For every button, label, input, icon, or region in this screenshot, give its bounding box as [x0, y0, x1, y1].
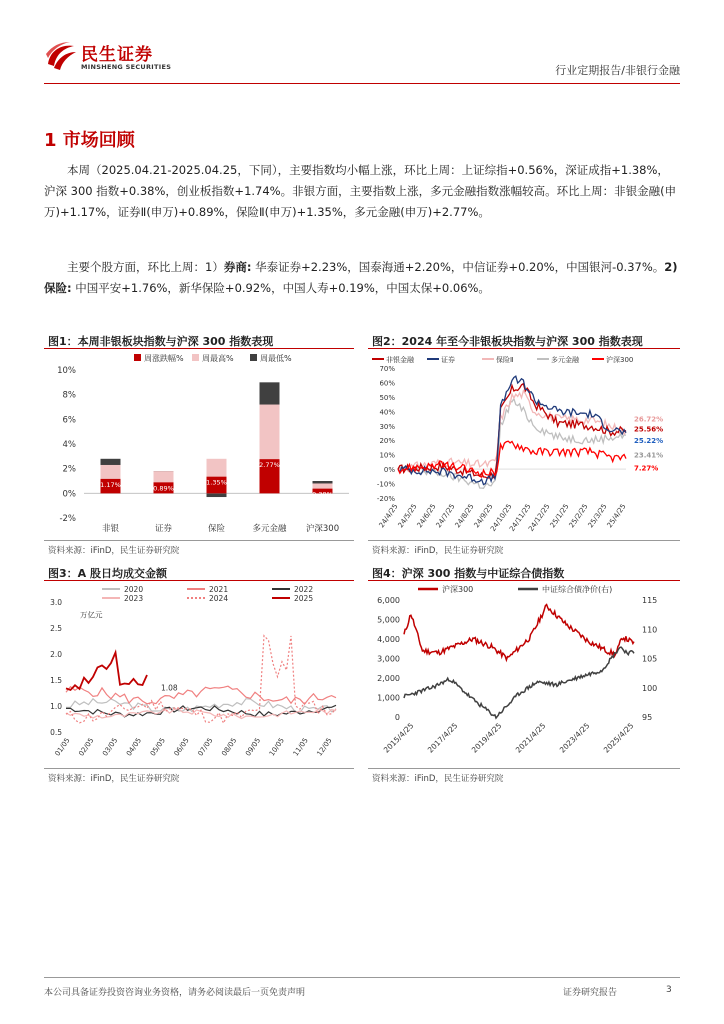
fig3-series-line [66, 636, 336, 723]
fig1-source: 资料来源：iFinD，民生证券研究院 [48, 546, 180, 556]
paragraph-market-summary: 本周（2025.04.21-2025.04.25，下同），主要指数均小幅上涨，环比上周：上证综指+0.56%，深证成指+1.38%，沪深 300 指数+0.38%，创业板指数+1.74%。非银方面，主要指数上涨，多元金融指数涨幅较高。环比上周：非银金融(申万)+1.17%，证券Ⅱ(申万)+0.89%，保险Ⅱ(申万)+1.35%，多元金融(申万)+2.77%。 [44, 163, 677, 219]
fig2-legend-label: 多元金融 [551, 356, 579, 364]
fig3-ytick: 2.0 [50, 650, 62, 659]
fig3-series-line [66, 686, 336, 704]
fig3-xtick: 12/05 [315, 736, 334, 758]
fig4-ytick-left: 2,000 [377, 674, 400, 683]
fig2-xtick: 24/8/25 [453, 502, 476, 530]
fig2-xtick: 25/3/25 [586, 502, 609, 530]
fig4-ytick-left: 6,000 [377, 596, 400, 605]
fig1-xtick: 非银 [101, 524, 120, 534]
header-divider [44, 83, 680, 84]
fig2-ytick: 30% [379, 422, 395, 431]
fig4-series-line [404, 647, 634, 718]
fig4-ytick-left: 3,000 [377, 654, 400, 664]
fig1-data-label: 2.77% [259, 461, 280, 470]
fig2-xtick: 24/11/25 [508, 502, 533, 533]
fig1-bottom-divider [44, 540, 354, 541]
fig4-ytick-right: 95 [642, 713, 653, 722]
fig2-xtick: 24/7/25 [434, 502, 457, 530]
fig2-series-line [398, 391, 626, 472]
fig3-ytick: 2.5 [50, 624, 62, 633]
fig2-xtick: 24/4/25 [377, 502, 400, 530]
p2-lead: 主要个股方面，环比上周：1） [67, 260, 224, 274]
fig3-legend-label: 2024 [209, 594, 229, 603]
fig4-ytick-right: 110 [642, 625, 658, 635]
fig4-ytick-right: 115 [642, 596, 658, 605]
fig2-legend-label: 沪深300 [606, 356, 634, 364]
fig2-divider [368, 348, 680, 349]
fig3-source: 资料来源：iFinD，民生证券研究院 [48, 774, 180, 784]
fig1-data-label: 1.35% [206, 478, 227, 487]
fig3-divider [44, 580, 354, 581]
fig1-xtick: 证券 [154, 524, 173, 534]
fig3-annotation: 1.08 [161, 683, 178, 693]
fig1-chart [44, 350, 354, 540]
fig1-legend-swatch [250, 354, 257, 361]
fig4-ytick-right: 105 [642, 654, 658, 664]
footer-divider [44, 977, 680, 978]
fig4-xtick: 2019/4/25 [469, 721, 504, 755]
fig1-ytick: 8% [62, 390, 76, 401]
fig1-ytick: 10% [57, 366, 76, 376]
fig2-ytick: -10% [376, 480, 395, 489]
fig2-end-label: 26.72% [634, 415, 664, 424]
fig4-ytick-right: 100 [642, 683, 658, 693]
fig4-ytick-left: 0 [394, 713, 400, 722]
fig1-ytick: 6% [62, 415, 76, 426]
fig4-xtick: 2017/4/25 [425, 721, 460, 755]
fig4-xtick: 2023/4/25 [557, 721, 592, 755]
fig2-xtick: 25/4/25 [605, 502, 628, 530]
fig2-ytick: 10% [379, 451, 395, 460]
fig4-title: 图4：沪深 300 指数与中证综合债指数 [372, 567, 565, 580]
fig1-ytick: 0% [62, 489, 76, 500]
fig3-legend-label: 2022 [294, 585, 314, 594]
fig3-xtick: 05/05 [148, 736, 167, 758]
fig2-end-label: 7.27% [634, 464, 659, 473]
fig2-xtick: 24/6/25 [415, 502, 438, 530]
fig3-xtick: 09/05 [244, 736, 263, 758]
fig1-data-label: 0.89% [153, 484, 174, 493]
logo-cn-text: 民生证券 [81, 45, 153, 65]
fig2-xtick: 24/5/25 [396, 502, 419, 530]
fig1-ytick: -2% [59, 514, 76, 524]
fig4-ytick-left: 4,000 [377, 635, 400, 644]
p2-insurance-label: 2) 保险: [44, 260, 678, 295]
fig2-end-label: 23.41% [634, 451, 664, 460]
fig4-xtick: 2021/4/25 [513, 721, 548, 755]
fig3-ytick: 1.0 [50, 702, 62, 711]
logo-mark-icon [44, 40, 78, 72]
fig3-legend-label: 2023 [124, 594, 144, 603]
fig3-xtick: 02/05 [77, 736, 96, 758]
fig2-ytick: 50% [379, 393, 395, 402]
fig1-title: 图1：本周非银板块指数与沪深 300 指数表现 [48, 335, 274, 348]
fig3-series-line [66, 653, 147, 691]
fig2-xtick: 24/9/25 [472, 502, 495, 530]
fig1-ytick: 4% [62, 440, 76, 450]
fig2-end-label: 25.22% [634, 437, 664, 446]
footer-disclaimer: 本公司具备证券投资咨询业务资格，请务必阅读最后一页免责声明 [44, 988, 306, 998]
fig2-ytick: -20% [376, 495, 395, 503]
fig3-ytick: 1.5 [50, 676, 62, 685]
fig4-ytick-left: 5,000 [377, 615, 400, 625]
fig2-xtick: 25/1/25 [548, 502, 571, 530]
fig2-ytick: 70% [379, 365, 395, 373]
fig1-legend-label: 周最高% [202, 354, 234, 363]
fig3-chart [44, 582, 354, 768]
fig3-xtick: 03/05 [101, 736, 120, 758]
footer-report-label: 证券研究报告 [563, 988, 618, 998]
fig3-legend-label: 2020 [124, 585, 144, 594]
fig3-xtick: 11/05 [291, 736, 310, 758]
fig2-series-line [398, 441, 626, 477]
fig2-chart [368, 350, 680, 540]
company-logo [44, 40, 184, 80]
p2-brokers: 华泰证券+2.23%，国泰海通+2.20%，中信证券+0.20%，中国银河-0.37%。 [251, 260, 665, 274]
report-type: 行业定期报告/非银行金融 [555, 64, 680, 77]
fig2-ytick: 0% [383, 466, 395, 475]
logo-en-text: MINSHENG SECURITIES [81, 63, 172, 71]
fig4-bottom-divider [368, 768, 680, 769]
fig4-legend-label: 中证综合债净价(右) [542, 585, 613, 594]
fig1-ytick: 2% [62, 464, 76, 475]
fig1-xtick: 沪深300 [305, 524, 340, 534]
fig1-data-label: 0.38% [312, 490, 333, 499]
fig3-legend-label: 2025 [294, 594, 314, 603]
p2-brokers-label: 券商: [223, 260, 252, 274]
fig1-divider [44, 348, 354, 349]
fig2-xtick: 25/2/25 [567, 502, 590, 530]
fig4-chart [368, 582, 680, 768]
fig4-legend-label: 沪深300 [442, 585, 474, 594]
fig2-xtick: 24/12/25 [527, 502, 552, 533]
fig1-data-label: 1.17% [100, 480, 121, 489]
fig3-bottom-divider [44, 768, 354, 769]
fig4-xtick: 2025/4/25 [601, 721, 636, 755]
fig3-xtick: 04/05 [124, 736, 144, 758]
fig4-divider [368, 580, 680, 581]
fig1-xtick: 多元金融 [252, 524, 287, 534]
fig2-series-line [398, 376, 626, 484]
fig2-ytick: 20% [379, 437, 395, 446]
fig1-legend-swatch [192, 354, 199, 361]
fig1-legend-swatch [134, 354, 141, 361]
page-number: 3 [666, 985, 672, 995]
fig2-source: 资料来源：iFinD，民生证券研究院 [372, 546, 504, 556]
section-title: 1 市场回顾 [44, 130, 135, 151]
fig3-unit-label: 万亿元 [80, 610, 103, 620]
fig2-legend-label: 保险Ⅱ [496, 356, 514, 364]
paragraph-stocks [44, 257, 680, 299]
fig2-end-label: 25.56% [634, 425, 664, 434]
fig3-xtick: 07/05 [196, 736, 215, 758]
fig4-xtick: 2015/4/25 [381, 721, 416, 755]
fig3-xtick: 01/05 [53, 736, 72, 758]
fig2-bottom-divider [368, 540, 680, 541]
fig4-ytick-left: 1,000 [377, 693, 400, 703]
fig2-series-line [398, 399, 626, 489]
fig2-xtick: 24/10/25 [489, 502, 514, 533]
fig3-ytick: 0.5 [50, 728, 62, 737]
fig4-series-line [404, 605, 634, 660]
fig3-legend-label: 2021 [209, 585, 229, 594]
fig2-title: 图2：2024 年至今非银板块指数与沪深 300 指数表现 [372, 335, 643, 348]
p2-insurance: 中国平安+1.76%，新华保险+0.92%，中国人寿+0.19%，中国太保+0.06%。 [71, 281, 490, 295]
fig3-ytick: 3.0 [50, 598, 62, 607]
fig2-ytick: 40% [379, 408, 395, 417]
fig4-source: 资料来源：iFinD，民生证券研究院 [372, 774, 504, 784]
fig1-xtick: 保险 [207, 524, 226, 534]
fig1-legend-label: 周最低% [260, 354, 292, 363]
fig2-legend-label: 非银金融 [386, 356, 414, 364]
fig3-title: 图3：A 股日均成交金额 [48, 567, 167, 580]
fig3-xtick: 10/05 [267, 736, 287, 758]
fig2-ytick: 60% [379, 379, 395, 388]
fig3-xtick: 06/05 [172, 736, 191, 758]
fig2-legend-label: 证券 [441, 356, 455, 364]
fig3-xtick: 08/05 [220, 736, 239, 758]
fig1-legend-label: 周涨跌幅% [144, 354, 184, 363]
fig1-bar-low [207, 493, 227, 497]
